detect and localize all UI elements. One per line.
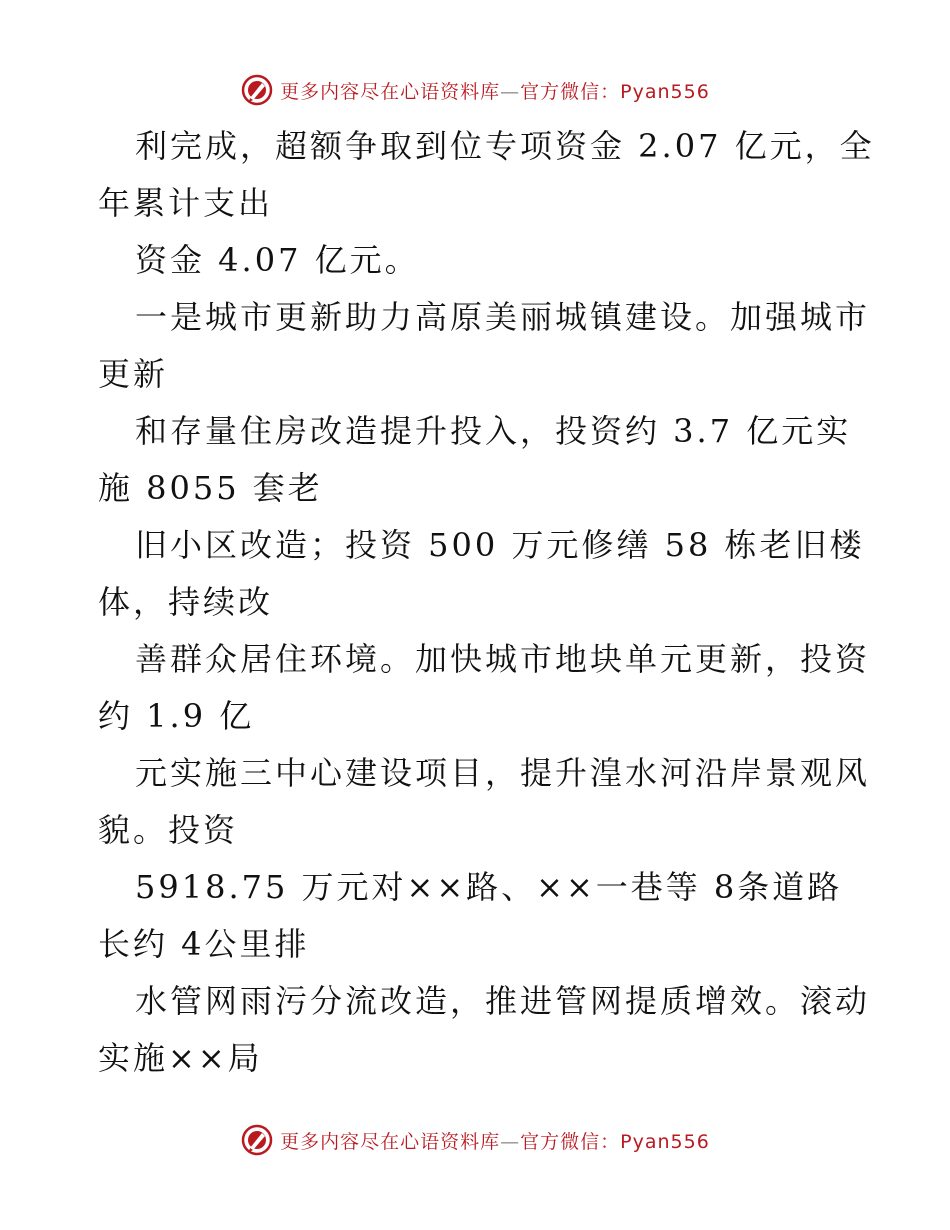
body-line: 和存量住房改造提升投入，投资约 3.7 亿元实 <box>135 412 852 450</box>
body-line: 一是城市更新助力高原美丽城镇建设。加强城市 <box>135 298 871 336</box>
body-line: 元实施三中心建设项目，提升湟水河沿岸景观风 <box>135 754 871 792</box>
pen-seal-icon <box>240 73 274 107</box>
body-line: 水管网雨污分流改造，推进管网提质增效。滚动 <box>135 982 871 1020</box>
body-line: 5918.75 万元对××路、××一巷等 8条道路 <box>135 868 843 906</box>
banner-text: 更多内容尽在心语资料库—官方微信：Pyan556 <box>280 80 710 103</box>
body-line: 长约 4公里排 <box>98 925 310 963</box>
body-line: 施 8055 套老 <box>98 469 323 507</box>
body-line: 体，持续改 <box>98 583 274 621</box>
body-line: 貌。投资 <box>98 811 239 849</box>
body-line: 年累计支出 <box>98 184 274 222</box>
header-banner <box>0 70 950 110</box>
body-line: 利完成，超额争取到位专项资金 2.07 亿元，全 <box>135 127 875 165</box>
body-line: 约 1.9 亿 <box>98 697 255 735</box>
body-line: 旧小区改造；投资 500 万元修缮 58 栋老旧楼 <box>135 526 865 564</box>
body-line: 资金 4.07 亿元。 <box>135 241 420 279</box>
body-line: 实施××局 <box>98 1039 263 1077</box>
body-line: 更新 <box>98 355 169 393</box>
banner-text: 更多内容尽在心语资料库—官方微信：Pyan556 <box>280 1130 710 1153</box>
document-body <box>98 118 875 1087</box>
pen-seal-icon <box>240 1123 274 1157</box>
body-line: 善群众居住环境。加快城市地块单元更新，投资 <box>135 640 871 678</box>
footer-banner <box>0 1120 950 1160</box>
